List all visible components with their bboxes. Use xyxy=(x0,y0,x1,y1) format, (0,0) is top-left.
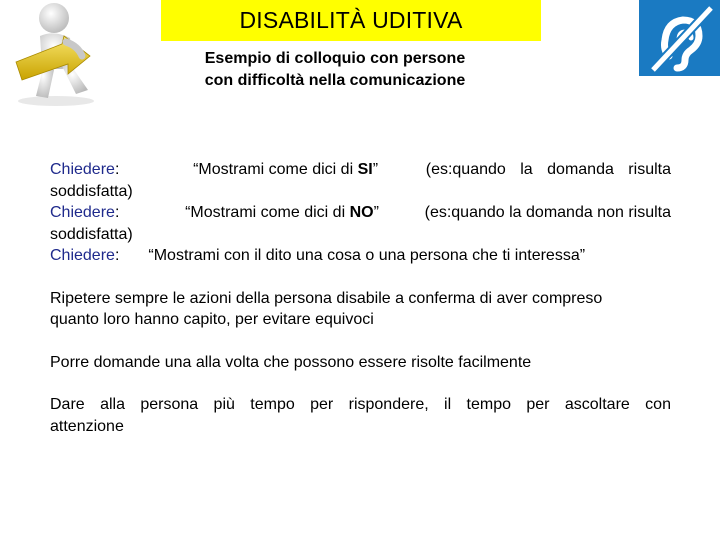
example-1-note: (es:quando la domanda risulta xyxy=(425,161,671,178)
paragraph-3-word: per xyxy=(310,396,334,413)
paragraph-one-question xyxy=(50,352,671,374)
paragraph-3-word: ascoltare xyxy=(564,396,630,413)
paragraph-3-word: con xyxy=(645,396,671,413)
slide-body xyxy=(50,159,671,437)
example-2-line-2 xyxy=(50,224,671,246)
paragraph-more-time xyxy=(50,394,671,437)
paragraph-3-line-2: attenzione xyxy=(50,417,124,435)
paragraph-3-word: per xyxy=(526,396,550,413)
paragraph-3-word: il xyxy=(444,396,452,413)
slide-title xyxy=(161,0,541,41)
paragraph-3-word: Dare xyxy=(50,396,85,413)
example-2-line-1: Chiedere: “Mostrami come dici di NO” (es:quando la domanda non risulta xyxy=(50,202,671,224)
example-2-note: (es:quando la domanda non risulta xyxy=(424,204,671,221)
paragraph-3-line-1 xyxy=(50,394,671,416)
person-pushing-arrow-icon xyxy=(6,0,106,106)
paragraph-3-word: tempo xyxy=(466,396,511,413)
paragraph-2-line-1: Porre domande una alla volta che possono essere risolte facilmente xyxy=(50,353,532,371)
subtitle-line-2: con difficoltà nella comunicazione xyxy=(204,72,466,89)
subtitle-line-1: Esempio di colloquio con persone xyxy=(204,50,466,67)
example-3-quote: “Mostrami con il dito una cosa o una persona che ti interessa” xyxy=(148,247,586,264)
paragraph-3-word: persona xyxy=(140,396,199,413)
paragraph-3-word: alla xyxy=(100,396,125,413)
paragraph-3-word: rispondere, xyxy=(348,396,429,413)
paragraph-3-word: più xyxy=(213,396,235,413)
example-2-note-end: soddisfatta) xyxy=(50,225,133,243)
paragraph-1-line-1: Ripetere sempre le azioni della persona disabile a conferma di aver compreso xyxy=(50,289,603,307)
hearing-loss-ear-icon xyxy=(639,0,720,76)
example-1-line-2 xyxy=(50,181,671,203)
example-1-quote: “Mostrami come dici di SI” xyxy=(193,161,379,178)
paragraph-3-word: tempo xyxy=(250,396,295,413)
slide-subtitle xyxy=(150,48,520,92)
example-1-keyword: Chiedere xyxy=(50,161,115,178)
example-2-keyword: Chiedere xyxy=(50,204,115,221)
example-1-note-end: soddisfatta) xyxy=(50,182,133,200)
example-2-quote: “Mostrami come dici di NO” xyxy=(185,204,379,221)
slide-title-text: DISABILITÀ UDITIVA xyxy=(239,7,463,33)
paragraph-1-line-2: quanto loro hanno capito, per evitare equivoci xyxy=(50,311,374,328)
example-3-line-1: Chiedere: “Mostrami con il dito una cosa o una persona che ti interessa” xyxy=(50,245,671,267)
paragraph-repeat-actions xyxy=(50,288,671,331)
example-3-keyword: Chiedere xyxy=(50,247,115,264)
example-1-line-1: Chiedere: “Mostrami come dici di SI” (es:quando la domanda risulta xyxy=(50,159,671,181)
